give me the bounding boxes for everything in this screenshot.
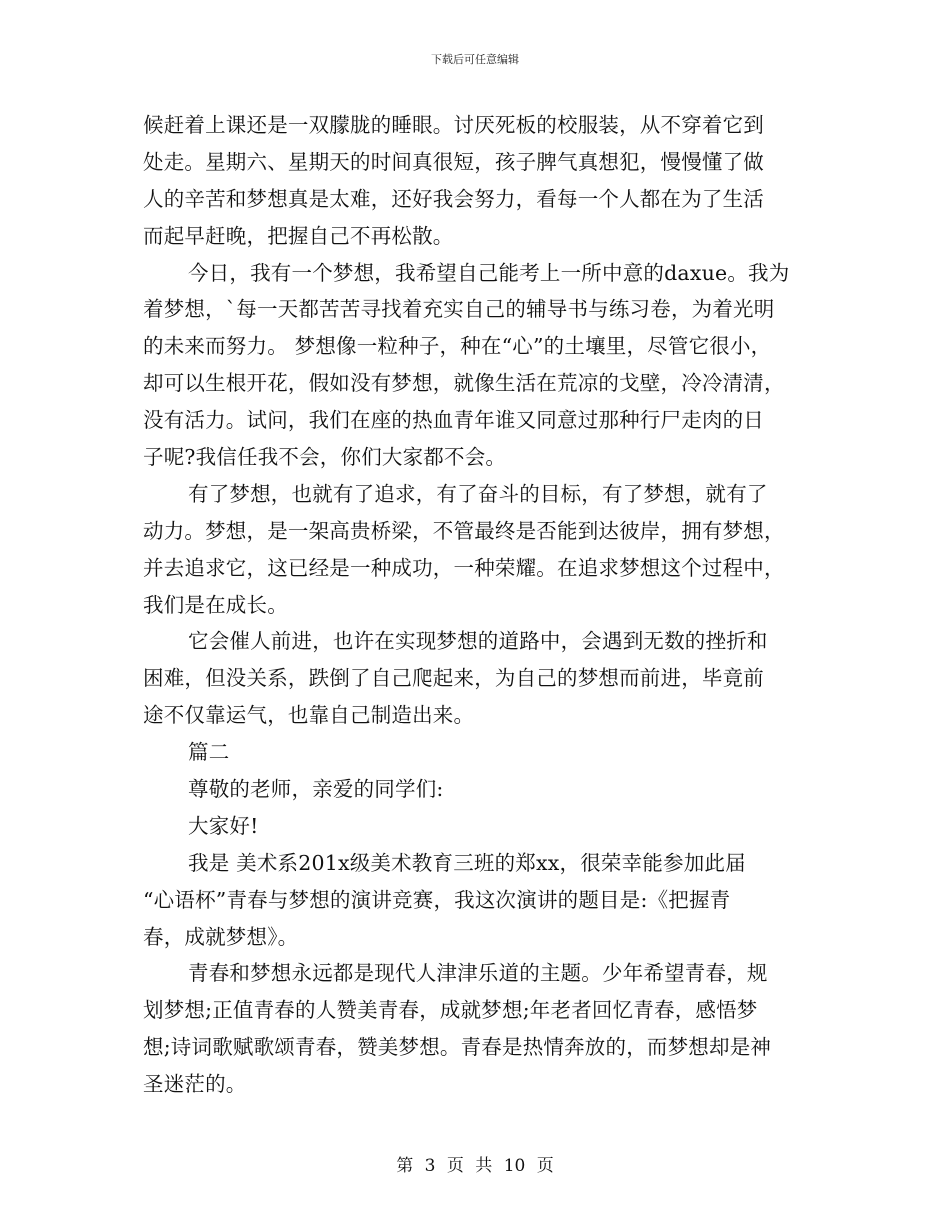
text-line: 困难，但没关系，跌倒了自己爬起来，为自己的梦想而前进，毕竟前 <box>143 666 764 691</box>
text-line: 划梦想;正值青春的人赞美青春，成就梦想;年老者回忆青春，感悟梦 <box>143 998 758 1023</box>
text-line: 有了梦想，也就有了追求，有了奋斗的目标，有了梦想，就有了 <box>188 481 768 506</box>
text-line: 途不仅靠运气，也靠自己制造出来。 <box>143 703 475 728</box>
text-line: 它会催人前进，也许在实现梦想的道路中，会遇到无数的挫折和 <box>188 629 768 654</box>
page-header: 下载后可任意编辑 <box>431 53 519 66</box>
text-line: 想;诗词歌赋歌颂青春，赞美梦想。青春是热情奔放的，而梦想却是神 <box>143 1035 772 1060</box>
text-line: 我是 美术系201x级美术教育三班的郑xx，很荣幸能参加此届 <box>188 850 746 875</box>
page-number-footer: 第 3 页 共 10 页 <box>396 1156 554 1176</box>
text-line: 我们是在成长。 <box>143 592 288 617</box>
text-line: “心语杯”青春与梦想的演讲竞赛，我这次演讲的题目是:《把握青 <box>143 887 731 912</box>
text-line: 篇二 <box>188 740 230 765</box>
text-line: 并去追求它，这已经是一种成功，一种荣耀。在追求梦想这个过程中， <box>143 555 785 580</box>
text-line: 春，成就梦想》。 <box>143 924 299 949</box>
text-line: 青春和梦想永远都是现代人津津乐道的主题。少年希望青春，规 <box>188 961 768 986</box>
text-line: 动力。梦想，是一架高贵桥梁，不管最终是否能到达彼岸，拥有梦想， <box>143 518 785 543</box>
text-line: 而起早赶晚，把握自己不再松散。 <box>143 223 454 248</box>
text-line: 今日，我有一个梦想，我希望自己能考上一所中意的daxue。我为 <box>188 260 790 285</box>
text-line: 没有活力。试问，我们在座的热血青年谁又同意过那种行尸走肉的日 <box>143 408 764 433</box>
document-body <box>143 107 823 1103</box>
text-line: 圣迷茫的。 <box>143 1072 247 1097</box>
text-line: 子呢?我信任我不会，你们大家都不会。 <box>143 445 507 470</box>
text-line: 着梦想，`每一天都苦苦寻找着充实自己的辅导书与练习卷，为着光明 <box>143 297 775 322</box>
text-line: 人的辛苦和梦想真是太难，还好我会努力，看每一个人都在为了生活 <box>143 186 764 211</box>
text-line: 候赶着上课还是一双朦胧的睡眼。讨厌死板的校服装，从不穿着它到 <box>143 113 764 137</box>
text-line: 处走。星期六、星期天的时间真很短，孩子脾气真想犯，慢慢懂了做 <box>143 149 764 174</box>
text-line: 的未来而努力。 梦想像一粒种子，种在“心”的土壤里，尽管它很小， <box>143 334 772 359</box>
text-line: 大家好! <box>188 813 259 838</box>
text-line: 尊敬的老师，亲爱的同学们: <box>188 777 444 802</box>
text-line: 却可以生根开花，假如没有梦想，就像生活在荒凉的戈壁，冷冷清清， <box>143 371 785 396</box>
